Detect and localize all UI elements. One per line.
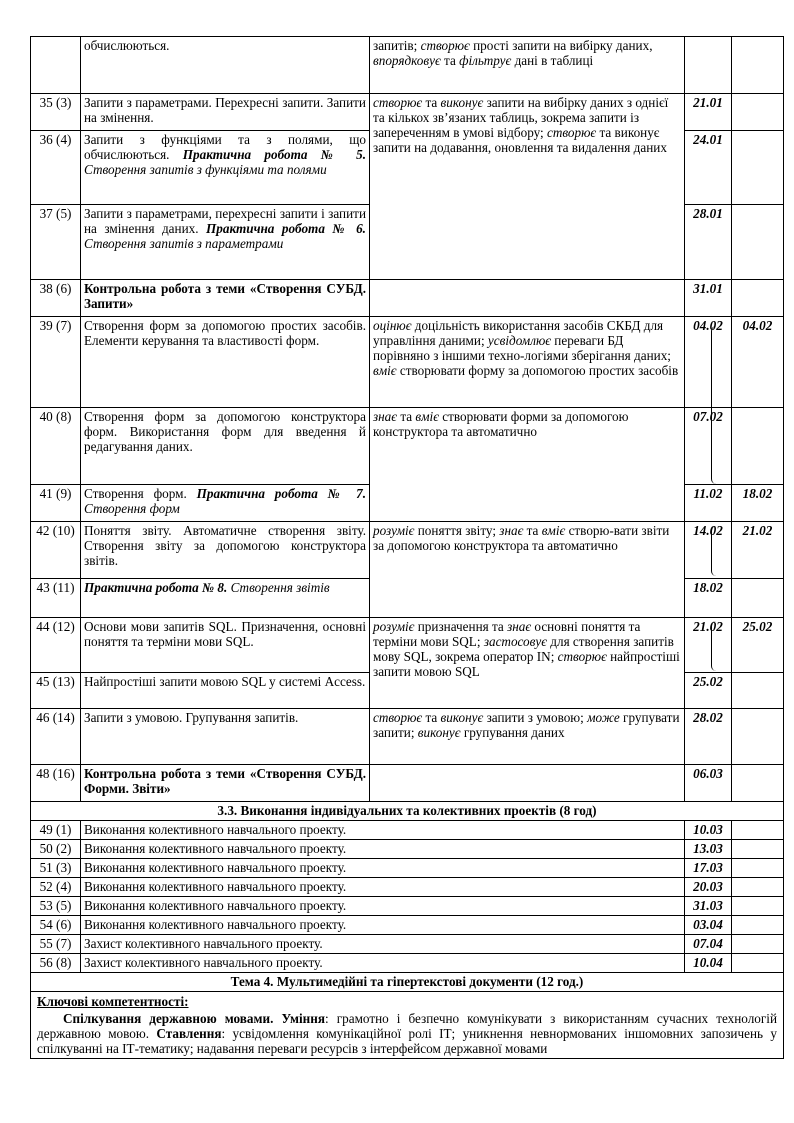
text-segment: виконує [417, 725, 461, 740]
planned-date: 28.02 [685, 709, 732, 765]
lesson-number: 38 (6) [31, 280, 81, 317]
section-row [31, 973, 784, 992]
table-row [31, 618, 784, 673]
topic-title: Тема 4. Мультимедійні та гіпертекстові документи (12 год.) [31, 973, 784, 992]
lesson-number: 48 (16) [31, 765, 81, 802]
text-segment: вміє [541, 523, 566, 538]
planned-date: 14.02 [685, 522, 732, 579]
learning-outcomes [370, 280, 685, 317]
lesson-number: 40 (8) [31, 408, 81, 485]
text-segment: дані в таблиці [511, 53, 594, 68]
text-segment: створю-вати звіти за допомогою конструктора та автоматично [373, 523, 670, 553]
text-segment: створює [557, 649, 607, 664]
lesson-number: 39 (7) [31, 317, 81, 408]
lesson-topic [81, 673, 370, 709]
table-row [31, 709, 784, 765]
lesson-topic [81, 618, 370, 673]
text-segment: створювати форму за допомогою простих засобів [396, 363, 679, 378]
text-segment: призначення та [414, 619, 508, 634]
actual-date [732, 673, 784, 709]
text-segment: групування даних [460, 725, 565, 740]
lesson-topic [81, 280, 370, 317]
lesson-topic: Виконання колективного навчального проекту. [81, 840, 685, 859]
lesson-number: 50 (2) [31, 840, 81, 859]
planned-date [685, 37, 732, 94]
text-segment: створювати форми за допомогою конструктора та автоматично [373, 409, 629, 439]
table-row [31, 408, 784, 485]
learning-outcomes [370, 408, 685, 522]
lesson-number: 53 (5) [31, 897, 81, 916]
lesson-topic [81, 37, 370, 94]
text-segment: Створення форм за допомогою простих засобів. Елементи керування та властивості форм. [84, 318, 366, 348]
key-competences [31, 992, 784, 1059]
document-page [30, 36, 778, 1059]
text-segment: та виконує запити на додавання, оновлення та видалення даних [373, 125, 667, 155]
actual-date [732, 859, 784, 878]
lesson-topic [81, 131, 370, 205]
lesson-number: 35 (3) [31, 94, 81, 131]
text-segment: Запити з параметрами. Перехресні запити. Запити на змінення. [84, 95, 366, 125]
text-segment: вміє [415, 409, 439, 424]
text-segment: групувати запити; [373, 710, 680, 740]
planned-date: 24.01 [685, 131, 732, 205]
lesson-topic [81, 765, 370, 802]
table-row [31, 94, 784, 131]
text-segment: може [587, 710, 620, 725]
text-segment: Поняття звіту. Автоматичне створення звіту. Створення звіту за допомогою конструктора звітів. [84, 523, 366, 568]
actual-date [732, 821, 784, 840]
text-segment: Створення запитів з функціями та полями [84, 162, 327, 177]
actual-date [732, 840, 784, 859]
lesson-number: 43 (11) [31, 579, 81, 618]
table-row [31, 821, 784, 840]
text-segment: Запити з функціями та з полями, що обчислюються. [84, 132, 366, 162]
text-segment: знає [373, 409, 398, 424]
lesson-topic: Виконання колективного навчального проекту. [81, 916, 685, 935]
actual-date [732, 280, 784, 317]
planned-date: 18.02 [685, 579, 732, 618]
learning-outcomes [370, 765, 685, 802]
skills-label: Уміння [281, 1011, 326, 1026]
text-segment: Контрольна робота з теми «Створення СУБД. Запити» [84, 281, 366, 311]
table-row [31, 916, 784, 935]
lesson-topic [81, 522, 370, 579]
table-row [31, 935, 784, 954]
competences-paragraph [37, 1011, 777, 1056]
text-segment: знає [499, 523, 524, 538]
actual-date [732, 935, 784, 954]
learning-outcomes [370, 37, 685, 94]
planned-date: 03.04 [685, 916, 732, 935]
text-segment: оцінює [373, 318, 412, 333]
text-segment: створює [373, 710, 423, 725]
planned-date: 07.02 [685, 408, 732, 485]
competence-lead: Спілкування державною мовами. [63, 1011, 274, 1026]
table-row [31, 280, 784, 317]
text-segment: поняття звіту; [414, 523, 500, 538]
lesson-number [31, 37, 81, 94]
learning-outcomes [370, 317, 685, 408]
actual-date [732, 408, 784, 485]
text-segment: Найпростіші запити мовою SQL у системі Access. [84, 674, 366, 689]
actual-date: 21.02 [732, 522, 784, 579]
planned-date: 28.01 [685, 205, 732, 280]
text-segment: Практична робота № 8. [84, 580, 228, 595]
text-segment: Створення запитів з параметрами [84, 236, 284, 251]
table-row [31, 317, 784, 408]
competences-row [31, 992, 784, 1059]
table-row [31, 859, 784, 878]
lesson-topic: Виконання колективного навчального проекту. [81, 859, 685, 878]
lesson-topic [81, 94, 370, 131]
text-segment: Практична робота № 6. [206, 221, 366, 236]
text-segment: та [440, 53, 460, 68]
table-row [31, 840, 784, 859]
learning-outcomes [370, 618, 685, 709]
planned-date: 20.03 [685, 878, 732, 897]
planned-date: 25.02 [685, 673, 732, 709]
lesson-topic: Виконання колективного навчального проекту. [81, 897, 685, 916]
text-segment: створює [420, 38, 470, 53]
actual-date [732, 579, 784, 618]
text-segment: обчислюються. [84, 38, 170, 53]
planned-date: 11.02 [685, 485, 732, 522]
text-segment: Створення звітів [227, 580, 330, 595]
learning-outcomes [370, 522, 685, 618]
lesson-plan-table [30, 36, 784, 1059]
handwritten-bracket [711, 526, 716, 576]
planned-date: 31.03 [685, 897, 732, 916]
lesson-number: 44 (12) [31, 618, 81, 673]
planned-date: 10.03 [685, 821, 732, 840]
planned-date: 07.04 [685, 935, 732, 954]
actual-date [732, 954, 784, 973]
section-row [31, 802, 784, 821]
text-segment: створює [373, 95, 423, 110]
text-segment: доцільність використання засобів СКБД для управління даними; [373, 318, 664, 348]
text-segment: Запити з параметрами, перехресні запити і запити на змінення даних. [84, 206, 366, 236]
text-segment: запити з умовою; [483, 710, 588, 725]
lesson-number: 49 (1) [31, 821, 81, 840]
planned-date: 06.03 [685, 765, 732, 802]
table-row [31, 897, 784, 916]
text-segment: Створення форм за допомогою конструктора форм. Використання форм для введення й редагування даних. [84, 409, 366, 454]
lesson-number: 45 (13) [31, 673, 81, 709]
lesson-topic [81, 205, 370, 280]
text-segment: найпростіші запити мовою SQL [373, 649, 680, 679]
lesson-topic [81, 709, 370, 765]
lesson-number: 46 (14) [31, 709, 81, 765]
text-segment: та [422, 95, 441, 110]
text-segment: Запити з умовою. Групування запитів. [84, 710, 299, 725]
attitude-label: Ставлення [156, 1026, 222, 1041]
lesson-topic: Захист колективного навчального проекту. [81, 935, 685, 954]
text-segment: Контрольна робота з теми «Створення СУБД. Форми. Звіти» [84, 766, 366, 796]
lesson-topic: Виконання колективного навчального проекту. [81, 821, 685, 840]
text-segment: основні поняття та терміни мови SQL; [373, 619, 641, 649]
text-segment: прості запити на вибірку даних, [469, 38, 653, 53]
actual-date [732, 94, 784, 131]
text-segment: застосовує [483, 634, 547, 649]
lesson-topic [81, 317, 370, 408]
text-segment: та [523, 523, 542, 538]
table-row [31, 37, 784, 94]
text-segment: впорядковує [373, 53, 441, 68]
learning-outcomes [370, 94, 685, 280]
actual-date [732, 709, 784, 765]
handwritten-bracket [711, 326, 716, 484]
planned-date: 21.01 [685, 94, 732, 131]
text-segment: розуміє [373, 619, 415, 634]
actual-date: 18.02 [732, 485, 784, 522]
competences-heading: Ключові компетентності: [37, 994, 189, 1009]
actual-date [732, 916, 784, 935]
lesson-topic: Виконання колективного навчального проекту. [81, 878, 685, 897]
actual-date [732, 131, 784, 205]
text-segment: усвідомлює [487, 333, 551, 348]
skills-text: : грамотно і безпечно комунікувати з використанням сучасних технологій державною мовою. [37, 1011, 778, 1041]
lesson-number: 37 (5) [31, 205, 81, 280]
text-segment: Практична робота № 7. [196, 486, 367, 501]
lesson-number: 36 (4) [31, 131, 81, 205]
text-segment: виконує [440, 710, 484, 725]
table-row [31, 765, 784, 802]
text-segment: Створення форм [84, 501, 180, 516]
text-segment: та [397, 409, 416, 424]
text-segment: фільтрує [459, 53, 512, 68]
text-segment: розуміє [373, 523, 415, 538]
lesson-number: 55 (7) [31, 935, 81, 954]
actual-date [732, 205, 784, 280]
learning-outcomes [370, 709, 685, 765]
text-segment: для створення запитів мову SQL, зокрема оператор IN; [373, 634, 674, 664]
planned-date: 04.02 [685, 317, 732, 408]
table-row [31, 878, 784, 897]
planned-date: 17.03 [685, 859, 732, 878]
attitude-text: : усвідомлення комунікаційної ролі ІТ; уникнення невнормованих іншомовних запозичень у спілкуванні на ІТ-тематику; надавання переваги ресурсів з інтерфейсом державної мовами [37, 1026, 777, 1056]
text-segment: Основи мови запитів SQL. Призначення, основні поняття та терміни мови SQL. [84, 619, 366, 649]
text-segment: створює [547, 125, 597, 140]
lesson-topic: Захист колективного навчального проекту. [81, 954, 685, 973]
actual-date [732, 37, 784, 94]
lesson-number: 54 (6) [31, 916, 81, 935]
lesson-number: 52 (4) [31, 878, 81, 897]
lesson-number: 42 (10) [31, 522, 81, 579]
text-segment: запити на вибірку даних з однієї та кількох зв’язаних таблиць, зокрема запити із запереченням в умові відбору; [373, 95, 669, 140]
planned-date: 21.02 [685, 618, 732, 673]
handwritten-bracket [711, 621, 716, 671]
text-segment: запитів; [373, 38, 421, 53]
lesson-topic [81, 408, 370, 485]
actual-date: 04.02 [732, 317, 784, 408]
text-segment: виконує [440, 95, 484, 110]
table-row [31, 522, 784, 579]
actual-date [732, 765, 784, 802]
lesson-topic [81, 485, 370, 522]
lesson-number: 51 (3) [31, 859, 81, 878]
actual-date [732, 897, 784, 916]
text-segment: Створення форм. [84, 486, 197, 501]
text-segment: та [422, 710, 441, 725]
actual-date [732, 878, 784, 897]
lesson-topic [81, 579, 370, 618]
planned-date: 10.04 [685, 954, 732, 973]
actual-date: 25.02 [732, 618, 784, 673]
lesson-number: 56 (8) [31, 954, 81, 973]
table-row [31, 954, 784, 973]
text-segment: знає [507, 619, 532, 634]
text-segment: вміє [373, 363, 397, 378]
lesson-number: 41 (9) [31, 485, 81, 522]
planned-date: 13.03 [685, 840, 732, 859]
section-title: 3.3. Виконання індивідуальних та колективних проектів (8 год) [31, 802, 784, 821]
planned-date: 31.01 [685, 280, 732, 317]
text-segment: Практична робота № 5. [182, 147, 366, 162]
text-segment: переваги БД порівняно з іншими техно-логіями зберігання даних; [373, 333, 671, 363]
